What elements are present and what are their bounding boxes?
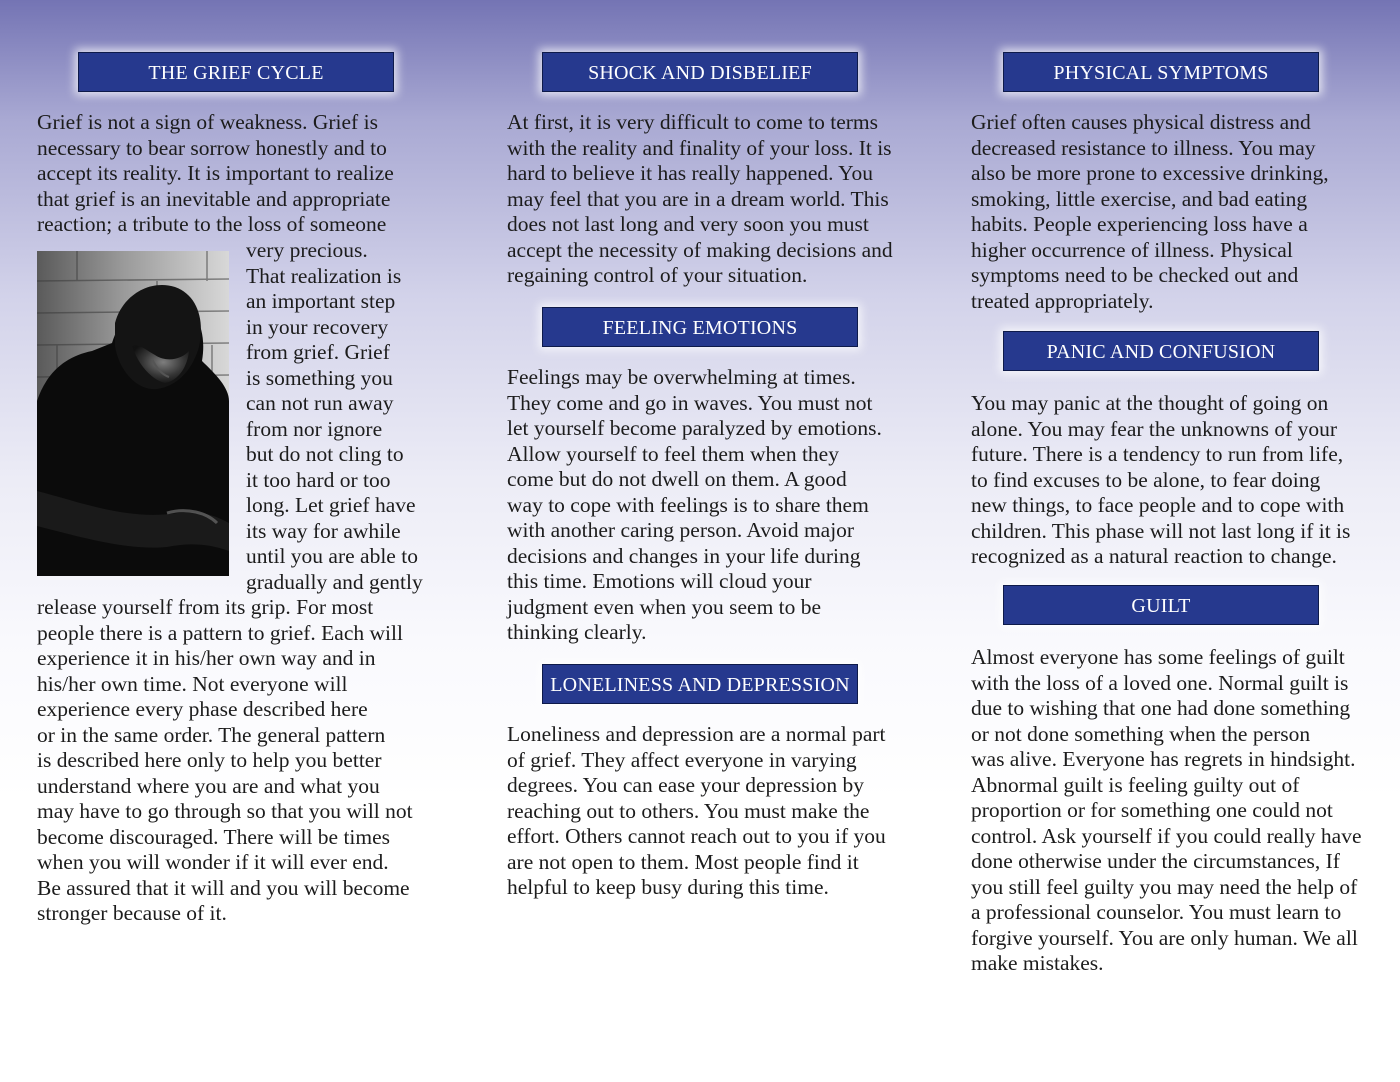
text-line: higher occurrence of illness. Physical <box>971 237 1293 262</box>
text-line: regaining control of your situation. <box>507 263 808 287</box>
text-line: accept the necessity of making decisions and <box>507 237 893 262</box>
text-line: control. Ask yourself if you could really have <box>971 823 1362 848</box>
text-line: when you will wonder if it will ever end. <box>37 850 389 874</box>
text-line: Allow yourself to feel them when they <box>507 441 839 466</box>
text-line: you still feel guilty you may need the help of <box>971 874 1358 899</box>
text-line: of grief. They affect everyone in varying <box>507 747 857 772</box>
text-line: is described here only to help you better <box>37 748 382 772</box>
text-line: its way for awhile <box>246 518 401 543</box>
heading-feeling-emotions: FEELING EMOTIONS <box>542 307 858 347</box>
text-line: make mistakes. <box>971 951 1104 975</box>
text-line: smoking, little exercise, and bad eating <box>971 186 1308 211</box>
text-line: experience it in his/her own way and in <box>37 646 376 670</box>
grief-cycle-body <box>37 595 413 927</box>
shock-and-disbelief-body <box>507 110 893 289</box>
text-line: hard to believe it has really happened. You <box>507 161 874 185</box>
text-line: gradually and gently <box>246 569 423 594</box>
text-line: but do not cling to <box>246 442 404 466</box>
text-line: or in the same order. The general pattern <box>37 722 386 747</box>
text-line: At first, it is very difficult to come to terms <box>507 110 879 134</box>
heading-grief-cycle: THE GRIEF CYCLE <box>78 52 394 92</box>
text-line: from grief. Grief <box>246 340 390 364</box>
text-line: thinking clearly. <box>507 620 647 644</box>
text-line: recognized as a natural reaction to change. <box>971 544 1337 568</box>
text-line: treated appropriately. <box>971 288 1154 313</box>
heading-loneliness-and-depression: LONELINESS AND DEPRESSION <box>542 664 858 704</box>
text-line: in your recovery <box>246 314 389 339</box>
text-line: alone. You may fear the unknowns of your <box>971 416 1338 441</box>
grieving-man-illustration <box>37 251 229 576</box>
text-line: it too hard or too <box>246 467 391 492</box>
text-line: stronger because of it. <box>37 901 227 925</box>
feeling-emotions-body <box>507 365 882 646</box>
text-line: understand where you are and what you <box>37 773 380 798</box>
text-line: children. This phase will not last long if it is <box>971 518 1351 543</box>
text-line: a professional counselor. You must learn to <box>971 900 1342 924</box>
text-line: Feelings may be overwhelming at times. <box>507 365 856 389</box>
text-line: to find excuses to be alone, to fear doing <box>971 467 1321 492</box>
panic-and-confusion-body <box>971 391 1350 570</box>
text-line: Be assured that it will and you will become <box>37 875 410 900</box>
text-line: necessary to bear sorrow honestly and to <box>37 135 387 160</box>
text-line: decisions and changes in your life during <box>507 543 861 568</box>
text-line: release yourself from its grip. For most <box>37 595 374 619</box>
text-line: due to wishing that one had done something <box>971 696 1351 720</box>
grief-cycle-intro <box>37 110 394 238</box>
heading-guilt: GUILT <box>1003 585 1319 625</box>
text-line: his/her own time. Not everyone will <box>37 671 348 696</box>
text-line: also be more prone to excessive drinking, <box>971 161 1329 185</box>
text-line: symptoms need to be checked out and <box>971 263 1299 287</box>
text-line: Grief often causes physical distress and <box>971 110 1311 134</box>
grieving-man-photo <box>37 251 229 576</box>
grief-cycle-wrap-text <box>246 238 423 595</box>
text-line: done otherwise under the circumstances, If <box>971 849 1340 873</box>
text-line: Grief is not a sign of weakness. Grief is <box>37 110 378 134</box>
text-line: may have to go through so that you will not <box>37 799 413 823</box>
text-line: become discouraged. There will be times <box>37 824 391 849</box>
text-line: until you are able to <box>246 544 418 568</box>
text-line: That realization is <box>246 263 402 288</box>
text-line: degrees. You can ease your depression by <box>507 773 865 797</box>
text-line: may feel that you are in a dream world. This <box>507 186 889 211</box>
text-line: future. There is a tendency to run from life, <box>971 442 1344 466</box>
text-line: let yourself become paralyzed by emotions. <box>507 416 882 440</box>
text-line: habits. People experiencing loss have a <box>971 212 1308 236</box>
text-line: effort. Others cannot reach out to you if you <box>507 824 886 848</box>
text-line: way to cope with feelings is to share them <box>507 492 869 517</box>
text-line: forgive yourself. You are only human. We all <box>971 925 1358 950</box>
text-line: this time. Emotions will cloud your <box>507 569 812 593</box>
text-line: that grief is an inevitable and appropriate <box>37 186 391 211</box>
text-line: Abnormal guilt is feeling guilty out of <box>971 772 1300 797</box>
text-line: proportion or for something one could not <box>971 798 1333 822</box>
text-line: does not last long and very soon you must <box>507 212 869 236</box>
text-line: reaching out to others. You must make the <box>507 798 870 823</box>
text-line: reaction; a tribute to the loss of someone <box>37 212 387 236</box>
text-line: from nor ignore <box>246 416 383 441</box>
text-line: decreased resistance to illness. You may <box>971 135 1316 160</box>
text-line: long. Let grief have <box>246 493 416 517</box>
heading-panic-and-confusion: PANIC AND CONFUSION <box>1003 331 1319 371</box>
text-line: with another caring person. Avoid major <box>507 518 855 542</box>
loneliness-and-depression-body <box>507 722 886 901</box>
text-line: judgment even when you seem to be <box>507 594 822 619</box>
text-line: experience every phase described here <box>37 697 368 721</box>
physical-symptoms-body <box>971 110 1329 314</box>
text-line: with the loss of a loved one. Normal guilt is <box>971 670 1349 695</box>
text-line: people there is a pattern to grief. Each will <box>37 620 403 645</box>
text-line: helpful to keep busy during this time. <box>507 875 829 899</box>
text-line: was alive. Everyone has regrets in hindsight. <box>971 747 1356 771</box>
text-line: or not done something when the person <box>971 721 1311 746</box>
text-line: can not run away <box>246 391 394 415</box>
heading-physical-symptoms: PHYSICAL SYMPTOMS <box>1003 52 1319 92</box>
text-line: an important step <box>246 289 396 313</box>
text-line: are not open to them. Most people find it <box>507 849 859 874</box>
text-line: accept its reality. It is important to realize <box>37 161 394 185</box>
text-line: new things, to face people and to cope with <box>971 493 1345 517</box>
heading-shock-and-disbelief: SHOCK AND DISBELIEF <box>542 52 858 92</box>
text-line: with the reality and finality of your loss. It is <box>507 135 892 160</box>
text-line: Almost everyone has some feelings of guilt <box>971 645 1345 669</box>
text-line: is something you <box>246 365 393 390</box>
text-line: Loneliness and depression are a normal part <box>507 722 886 746</box>
text-line: They come and go in waves. You must not <box>507 390 873 415</box>
text-line: very precious. <box>246 238 368 262</box>
text-line: You may panic at the thought of going on <box>971 391 1329 415</box>
text-line: come but do not dwell on them. A good <box>507 467 847 491</box>
guilt-body <box>971 645 1362 977</box>
